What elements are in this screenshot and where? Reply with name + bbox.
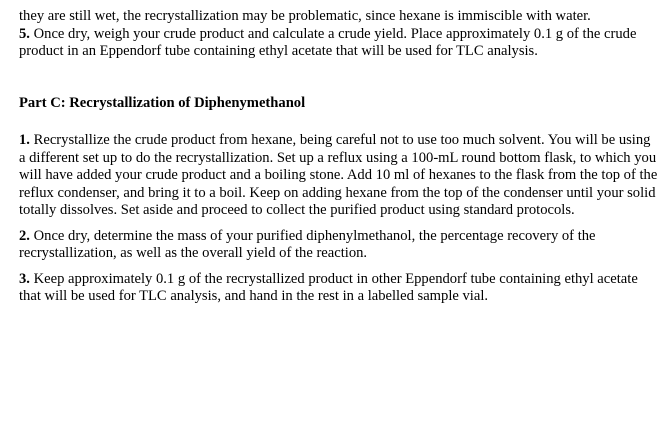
- part-c-step-1-number: 1.: [19, 132, 30, 148]
- part-c-step-2-paragraph: [19, 228, 659, 263]
- part-c-step-2-text: Once dry, determine the mass of your purified diphenylmethanol, the percentage recovery of the recrystallization, as well as the overall yield of the reaction.: [19, 227, 596, 261]
- part-c-step-3-paragraph: [19, 271, 659, 306]
- part-c-step-3-number: 3.: [19, 270, 30, 287]
- part-c-step-2-number: 2.: [19, 227, 30, 244]
- part-c-step-1-text: Recrystallize the crude product from hexane, being careful not to use too much solvent. You will be using a different set up to do the recrystallization. Set up a reflux using a 100-mL round bottom flask, to which you will have added your crude product and a boiling stone. Add 10 ml of hexanes to the flask from the top of the reflux condenser, and bring it to a boil. Keep on adding hexane from the top of the condenser until your solid totally dissolves. Set aside and proceed to collect the purified product using standard protocols.: [19, 132, 658, 218]
- continuation-paragraph: they are still wet, the recrystallization may be problematic, since hexane is immiscible with water.: [19, 8, 591, 24]
- step-5-paragraph: [19, 26, 659, 61]
- part-c-step-3-text: Keep approximately 0.1 g of the recrystallized product in other Eppendorf tube containing ethyl acetate that will be used for TLC analysis, and hand in the rest in a labelled sample vial.: [19, 270, 638, 304]
- part-c-heading: Part C: Recrystallization of Diphenymethanol: [19, 94, 306, 111]
- step-5-number: 5.: [19, 25, 30, 42]
- document-page: [19, 8, 659, 306]
- step-5-text: Once dry, weigh your crude product and calculate a crude yield. Place approximately 0.1 g of the crude product in an Eppendorf tube containing ethyl acetate that will be used for TLC analysis.: [19, 25, 637, 59]
- part-c-step-1-paragraph: [19, 132, 659, 220]
